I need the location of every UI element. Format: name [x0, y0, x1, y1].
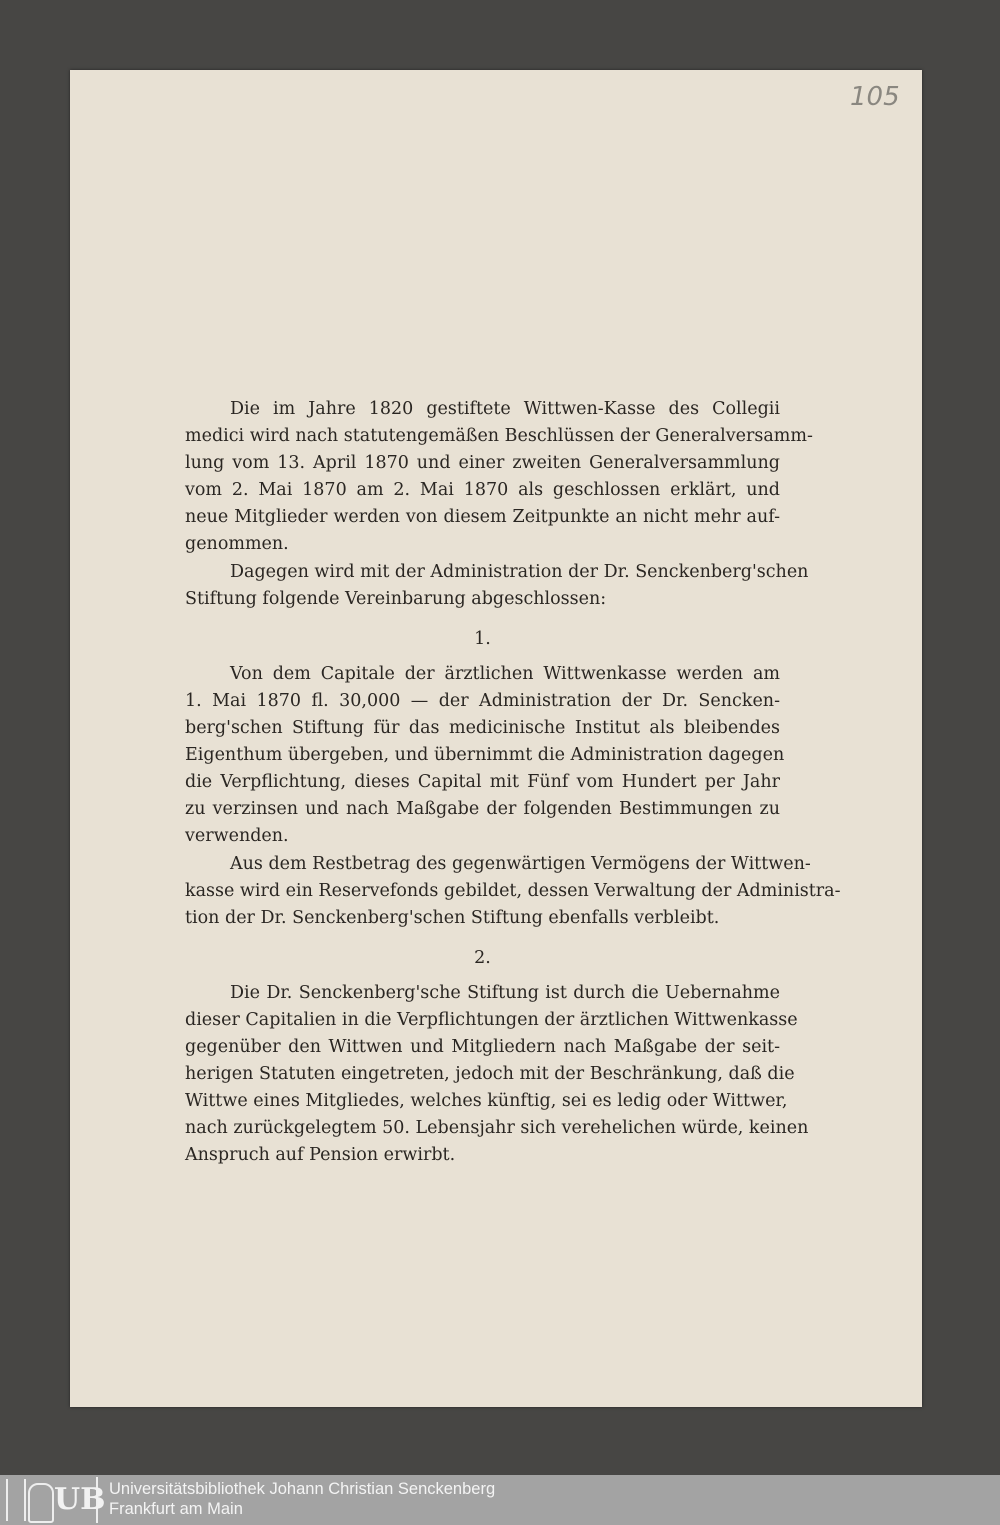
- text-line: berg'schen Stiftung für das medicinische Institut als bleibendes: [185, 718, 780, 739]
- text-line: tion der Dr. Senckenberg'schen Stiftung ebenfalls verbleibt.: [185, 907, 720, 928]
- text-line: die Verpflichtung, dieses Capital mit Fünf vom Hundert per Jahr: [185, 772, 780, 793]
- library-name-line1: Universitätsbibliothek Johann Christian Senckenberg: [109, 1480, 496, 1498]
- text-line: herigen Statuten eingetreten, jedoch mit der Beschränkung, daß die: [185, 1064, 795, 1085]
- text-line: Anspruch auf Pension erwirbt.: [185, 1145, 456, 1166]
- text-line: Dagegen wird mit der Administration der Dr. Senckenberg'schen: [230, 561, 809, 582]
- text-line: nach zurückgelegtem 50. Lebensjahr sich verehelichen würde, keinen: [185, 1118, 809, 1139]
- text-line: Die Dr. Senckenberg'sche Stiftung ist durch die Uebernahme: [230, 982, 780, 1003]
- ub-logo: [4, 1477, 106, 1523]
- text-line: Wittwe eines Mitgliedes, welches künftig, sei es ledig oder Wittwer,: [185, 1091, 788, 1112]
- text-line: lung vom 13. April 1870 und einer zweiten Generalversammlung: [185, 453, 780, 474]
- document-body: [185, 396, 841, 1170]
- text-line: Aus dem Restbetrag des gegenwärtigen Vermögens der Wittwen-: [230, 853, 811, 874]
- text-line: genommen.: [185, 534, 289, 555]
- handwritten-folio-number: 105: [850, 82, 900, 112]
- text-line: Stiftung folgende Vereinbarung abgeschlossen:: [185, 588, 607, 609]
- text-line: gegenüber den Wittwen und Mitgliedern nach Maßgabe der seit-: [185, 1037, 780, 1058]
- text-line: Von dem Capitale der ärztlichen Wittwenkasse werden am: [230, 663, 780, 684]
- column-icon: [6, 1479, 26, 1521]
- library-footer: [0, 1475, 1000, 1525]
- text-line: vom 2. Mai 1870 am 2. Mai 1870 als geschlossen erklärt, und: [185, 480, 780, 501]
- section-number: 1.: [474, 628, 491, 649]
- library-name-line2: Frankfurt am Main: [109, 1500, 243, 1518]
- text-line: Eigenthum übergeben, und übernimmt die Administration dagegen: [185, 745, 785, 766]
- logo-text: UB: [54, 1482, 106, 1517]
- portrait-icon: [28, 1483, 54, 1523]
- text-line: kasse wird ein Reservefonds gebildet, dessen Verwaltung der Administra-: [185, 880, 841, 901]
- text-line: neue Mitglieder werden von diesem Zeitpunkte an nicht mehr auf-: [185, 507, 780, 528]
- text-line: 1. Mai 1870 fl. 30,000 — der Administration der Dr. Sencken-: [185, 690, 780, 711]
- library-name: [109, 1479, 495, 1519]
- text-line: Die im Jahre 1820 gestiftete Wittwen-Kasse des Collegii: [230, 399, 780, 419]
- text-line: dieser Capitalien in die Verpflichtungen der ärztlichen Wittwenkasse: [185, 1009, 798, 1030]
- section-number: 2.: [474, 947, 491, 968]
- text-line: verwenden.: [185, 826, 289, 847]
- text-line: medici wird nach statutengemäßen Beschlüssen der Generalversamm-: [185, 426, 813, 447]
- text-line: zu verzinsen und nach Maßgabe der folgenden Bestimmungen zu: [185, 799, 780, 820]
